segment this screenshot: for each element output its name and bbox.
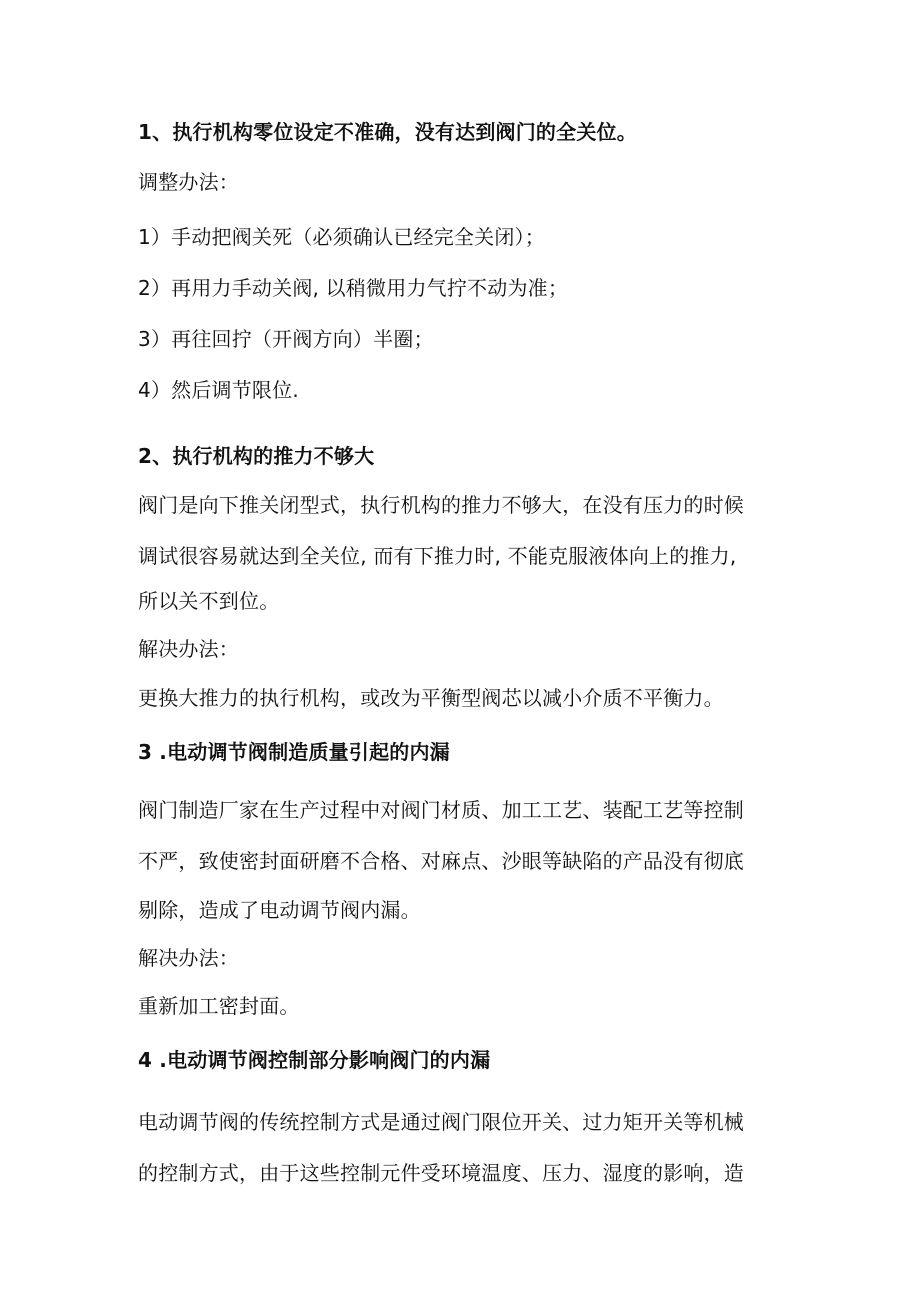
section-3-heading: 3 .电动调节阀制造质量引起的内漏 (138, 740, 450, 764)
section-4-line-2: 的控制方式，由于这些控制元件受环境温度、压力、湿度的影响，造 (138, 1161, 744, 1185)
section-1-line-4: 3）再往回拧（开阀方向）半圈； (138, 327, 434, 351)
section-2-line-1: 阀门是向下推关闭型式，执行机构的推力不够大，在没有压力的时候 (138, 493, 744, 517)
section-2-line-3: 所以关不到位。 (138, 589, 280, 613)
section-3-line-5: 重新加工密封面。 (138, 994, 300, 1018)
section-3-line-4: 解决办法： (138, 946, 239, 970)
section-2-line-5: 更换大推力的执行机构，或改为平衡型阀芯以减小介质不平衡力。 (138, 686, 724, 710)
section-4-line-1: 电动调节阀的传统控制方式是通过阀门限位开关、过力矩开关等机械 (138, 1110, 744, 1134)
section-2-line-4: 解决办法： (138, 637, 239, 661)
section-3-line-2: 不严，致使密封面研磨不合格、对麻点、沙眼等缺陷的产品没有彻底 (138, 849, 744, 873)
section-4-heading: 4 .电动调节阀控制部分影响阀门的内漏 (138, 1048, 491, 1072)
section-1-line-2: 1）手动把阀关死（必须确认已经完全关闭）； (138, 225, 545, 249)
section-3-line-3: 剔除，造成了电动调节阀内漏。 (138, 898, 421, 922)
section-2-line-2: 调试很容易就达到全关位, 而有下推力时, 不能克服液体向上的推力, (138, 544, 737, 568)
section-1-line-5: 4）然后调节限位. (138, 378, 299, 402)
section-2-heading: 2、执行机构的推力不够大 (138, 444, 375, 468)
section-1-line-3: 2）再用力手动关阀, 以稍微用力气拧不动为准； (138, 276, 569, 300)
section-3-line-1: 阀门制造厂家在生产过程中对阀门材质、加工工艺、装配工艺等控制 (138, 798, 744, 822)
section-1-line-1: 调整办法： (138, 170, 239, 194)
section-1-heading: 1、执行机构零位设定不准确，没有达到阀门的全关位。 (138, 120, 637, 144)
